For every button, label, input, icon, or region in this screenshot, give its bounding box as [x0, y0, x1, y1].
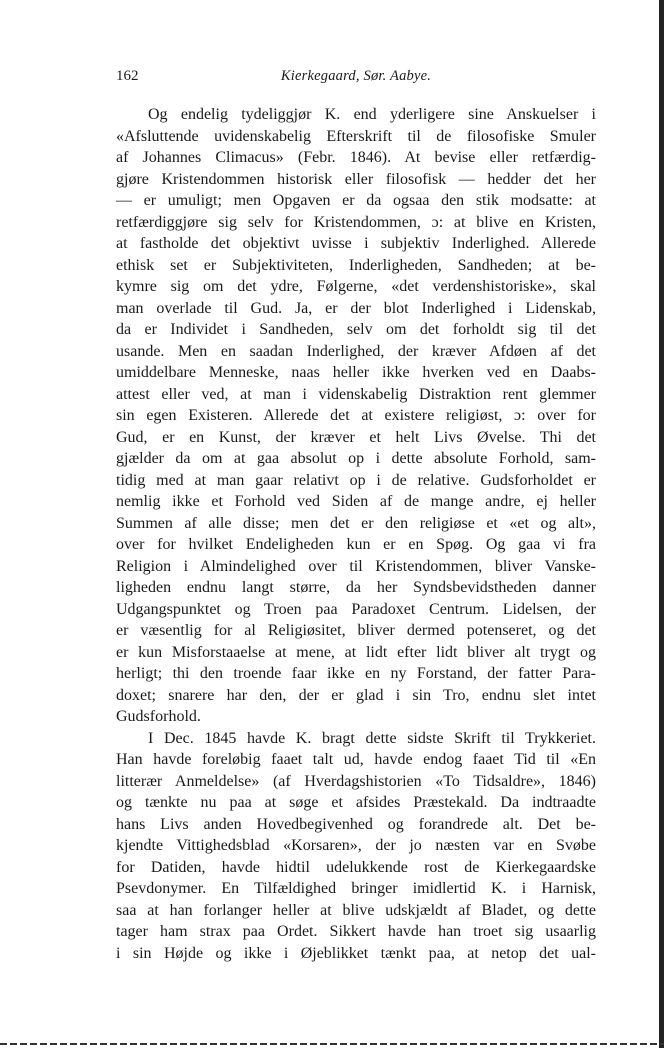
text-line: da er Individet i Sandheden, selv om det forholdt sig til det [116, 321, 596, 338]
text-line: Udgangspunktet og Troen paa Paradoxet Centrum. Lidelsen, der [116, 600, 596, 618]
text-line: over for hvilket Endeligheden kun er en Spøg. Og gaa vi fra [116, 536, 596, 553]
text-line: tidig med at man gaar relativt op i de relative. Gudsforholdet er [116, 471, 596, 489]
text-line: er væsentlig for al Religiøsitet, bliver dermed potenseret, og det [116, 622, 596, 639]
text-line: umiddelbare Menneske, naas heller ikke hverken ved en Daabs- [116, 364, 596, 381]
text-line: — er umuligt; men Opgaven er da ogsaa den stik modsatte: at [116, 192, 596, 209]
page-number: 162 [116, 68, 139, 84]
text-line: Summen af alle disse; men det er den religiøse et «et og alt», [116, 514, 596, 532]
text-line: doxet; snarere har den, der er glad i sin Tro, endnu slet intet [116, 686, 596, 704]
scan-rule [0, 1043, 664, 1045]
text-line: litterær Anmeldelse» (af Hverdagshistorien «To Tidsaldre», 1846) [116, 772, 596, 790]
text-line: saa at han forlanger heller at blive udskjældt af Bladet, og dette [116, 901, 596, 919]
text-line: man overlade til Gud. Ja, er der blot Inderlighed i Lidenskab, [116, 299, 596, 317]
text-line: Psevdonymer. En Tilfældighed bringer imidlertid K. i Harnisk, [116, 880, 596, 897]
text-line: I Dec. 1845 havde K. bragt dette sidste Skrift til Trykkeriet. [148, 729, 596, 747]
page-edge [659, 0, 664, 1048]
text-line: hans Livs anden Hovedbegivenhed og forandrede alt. Det be- [116, 815, 596, 833]
text-line: i sin Højde og ikke i Øjeblikket tænkt paa, at netop det ual- [116, 944, 596, 962]
text-line: nemlig ikke et Forhold ved Siden af de mange andre, ej heller [116, 493, 596, 510]
page-header [116, 68, 596, 90]
body-text [116, 104, 596, 964]
text-line: kymre sig om det ydre, Følgerne, «det verdenshistoriske», skal [116, 278, 596, 295]
text-line: Og endelig tydeliggjør K. end yderligere sine Anskuelser i [148, 106, 596, 123]
text-line: usande. Men en saadan Inderlighed, der kræver Afdøen af det [116, 342, 596, 360]
text-line: af Johannes Climacus» (Febr. 1846). At bevise eller retfærdig- [116, 149, 596, 166]
text-line: «Afsluttende uvidenskabelig Efterskrift til de filosofiske Smuler [116, 127, 596, 145]
text-line: herligt; thi den troende faar ikke en ny Forstand, der fatter Para- [116, 665, 596, 682]
text-line: at fastholde det objektivt uvisse i subjektiv Inderlighed. Allerede [116, 235, 596, 252]
text-line: og tænkte nu paa at søge et afsides Præstekald. Da indtraadte [116, 794, 596, 811]
text-line: ethisk set er Subjektiviteten, Inderligheden, Sandheden; at be- [116, 256, 596, 274]
text-line: retfærdiggjøre sig selv for Kristendommen, ɔ: at blive en Kristen, [116, 213, 596, 231]
text-line: for Datiden, havde hidtil udelukkende rost de Kierkegaardske [116, 858, 596, 876]
running-head: Kierkegaard, Sør. Aabye. [280, 68, 432, 84]
text-line: sin egen Existeren. Allerede det at existere religiøst, ɔ: over for [116, 407, 596, 424]
text-line: Religion i Almindelighed over til Kristendommen, bliver Vanske- [116, 557, 596, 575]
text-line: kjendte Vittighedsblad «Korsaren», der jo næsten var en Svøbe [116, 837, 596, 854]
text-line: er kun Misforstaaelse at mene, at lidt efter lidt bliver alt trygt og [116, 643, 596, 661]
text-line: gjøre Kristendommen historisk eller filosofisk — hedder det her [116, 170, 596, 188]
text-line: gjælder da om at gaa absolut op i dette absolute Forhold, sam- [116, 450, 596, 467]
text-line: Han havde foreløbig faaet talt ud, havde endog faaet Tid til «En [116, 751, 596, 768]
text-line: tager ham strax paa Ordet. Sikkert havde han troet sig usaarlig [116, 923, 596, 940]
text-line: attest eller ved, at man i videnskabelig Distraktion rent glemmer [116, 385, 596, 403]
text-line: Gudsforhold. [116, 708, 201, 725]
text-line: ligheden endnu langt større, da her Syndsbevidstheden danner [116, 579, 596, 596]
text-line: Gud, er en Kunst, der kræver et helt Livs Øvelse. Thi det [116, 428, 596, 446]
